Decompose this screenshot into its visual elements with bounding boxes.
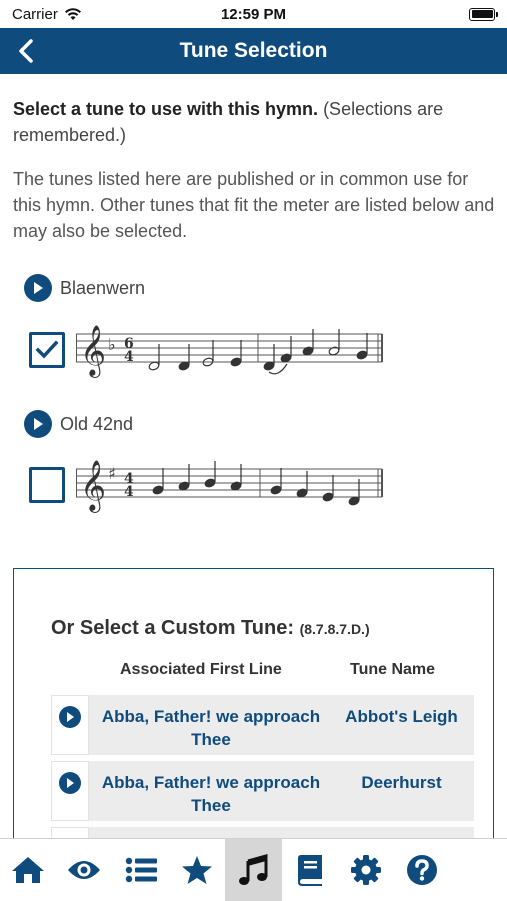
tune-name: Old 42nd	[60, 413, 134, 434]
music-staff-blaenwern	[76, 314, 386, 384]
nav-bar	[0, 28, 507, 74]
tune-blaenwern-checkbox[interactable]	[29, 332, 65, 368]
music-staff-old42nd	[76, 449, 386, 519]
column-header-tune-name: Tune Name	[350, 661, 436, 678]
intro-bold: Select a tune to use with this hymn.	[13, 99, 319, 119]
eye-icon	[67, 858, 101, 882]
intro-text	[13, 96, 498, 148]
row-first-line: Abba, Father! we approach Thee	[101, 707, 321, 749]
help-icon	[406, 854, 438, 886]
tab-bar	[0, 838, 507, 900]
custom-tune-panel	[13, 568, 494, 858]
tab-tune[interactable]	[225, 839, 281, 901]
intro-rest: (Selections are remembered.)	[13, 99, 444, 145]
row-first-line: Abba, Father! we approach Thee	[101, 773, 321, 815]
play-icon	[59, 772, 81, 794]
status-bar	[0, 0, 507, 28]
row-tune-name: Deerhurst	[361, 773, 442, 792]
svg-text:4: 4	[124, 484, 134, 500]
play-icon	[24, 410, 52, 438]
tab-settings[interactable]	[338, 839, 394, 901]
svg-text:♭: ♭	[108, 335, 116, 354]
tab-home[interactable]	[0, 839, 56, 901]
column-header-first-line: Associated First Line	[120, 661, 282, 678]
tab-book[interactable]	[282, 839, 338, 901]
status-left	[12, 6, 82, 23]
tune-old42nd-play[interactable]	[24, 410, 133, 438]
tune-blaenwern-play[interactable]	[24, 274, 145, 302]
checkmark-icon	[35, 340, 59, 360]
row-play-button[interactable]	[51, 761, 89, 821]
table-row[interactable]	[51, 695, 474, 755]
svg-text:♯: ♯	[108, 464, 116, 483]
list-icon	[125, 857, 157, 883]
meter-label: (8.7.8.7.D.)	[299, 621, 370, 637]
svg-text:4: 4	[124, 349, 134, 365]
back-button[interactable]	[10, 34, 42, 68]
custom-tune-heading: Or Select a Custom Tune:	[51, 617, 295, 639]
svg-text:𝄞: 𝄞	[80, 325, 107, 376]
row-play-button[interactable]	[51, 695, 89, 755]
play-icon	[59, 706, 81, 728]
wifi-icon	[64, 7, 82, 21]
tab-view[interactable]	[56, 839, 112, 901]
tune-old42nd-checkbox[interactable]	[29, 467, 65, 503]
svg-text:4: 4	[124, 471, 134, 487]
tab-list[interactable]	[113, 839, 169, 901]
chevron-left-icon	[18, 39, 34, 63]
tab-help[interactable]	[394, 839, 450, 901]
book-icon	[297, 854, 323, 886]
content-area	[0, 74, 507, 838]
star-icon	[181, 855, 213, 885]
svg-text:𝄞: 𝄞	[80, 460, 107, 511]
tab-favorites[interactable]	[169, 839, 225, 901]
description-text: The tunes listed here are published or in common use for this hymn. Other tunes that fit the meter are listed below and may also be selected.	[13, 169, 495, 241]
carrier-label: Carrier	[12, 5, 58, 23]
battery-icon	[469, 8, 495, 21]
page-title: Tune Selection	[179, 39, 328, 62]
status-time: 12:59 PM	[220, 5, 287, 23]
music-note-icon	[238, 854, 268, 886]
custom-tune-title	[51, 617, 370, 640]
tune-name: Blaenwern	[60, 277, 146, 298]
row-tune-name: Abbot's Leigh	[345, 707, 458, 726]
table-row[interactable]	[51, 761, 474, 821]
gear-icon	[350, 854, 382, 886]
home-icon	[11, 855, 45, 885]
play-icon	[24, 274, 52, 302]
svg-text:6: 6	[124, 336, 134, 352]
